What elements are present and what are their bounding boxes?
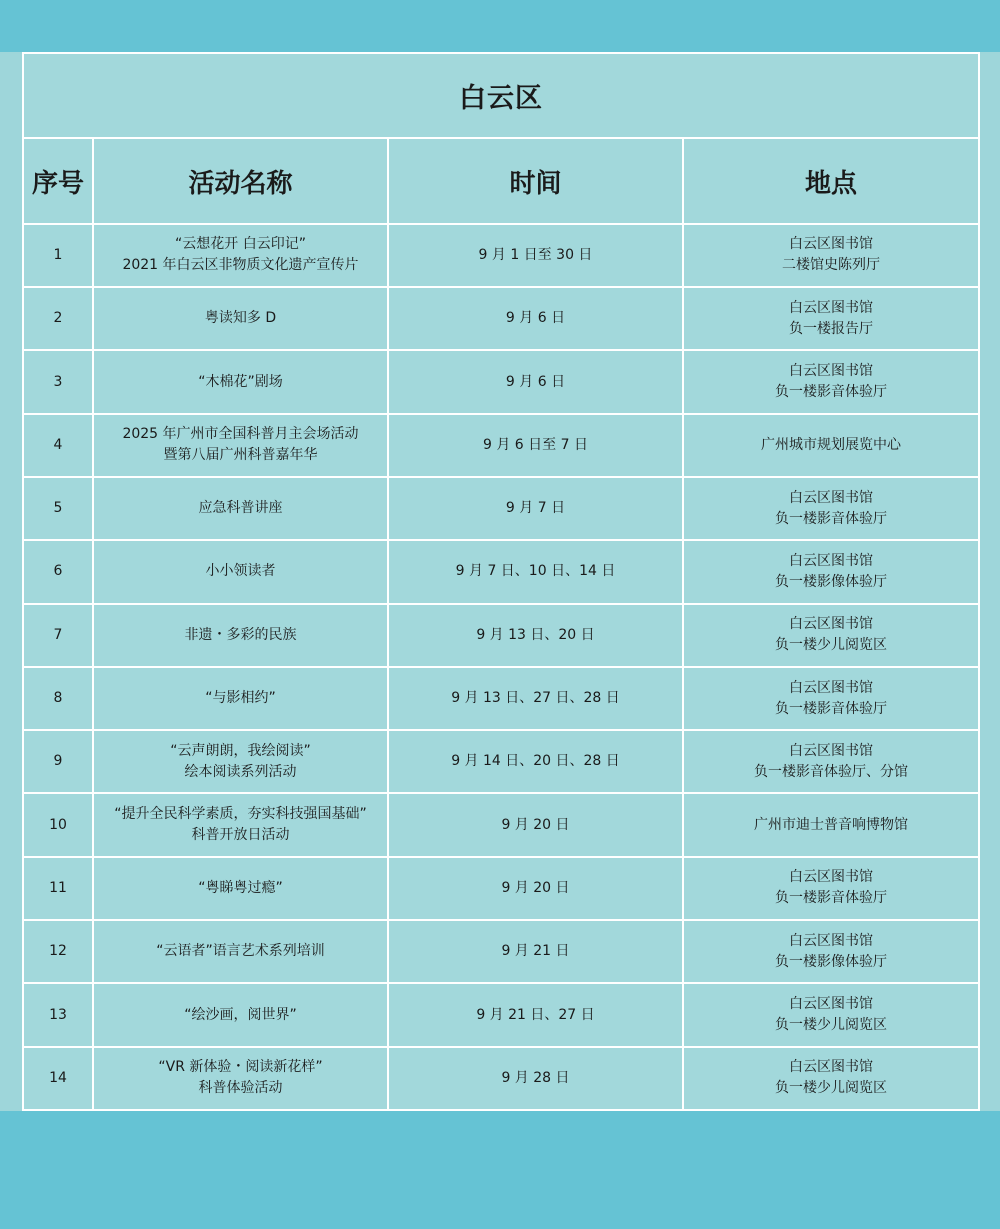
row-number: 9 bbox=[23, 730, 93, 793]
table-row bbox=[23, 730, 979, 793]
activity-name-line: 绘本阅读系列活动 bbox=[184, 763, 297, 780]
time-cell: 9 月 7 日 bbox=[388, 477, 683, 540]
table-row bbox=[23, 793, 979, 856]
left-margin bbox=[0, 52, 22, 1111]
place-line: 白云区图书馆 bbox=[789, 742, 873, 759]
time-cell: 9 月 13 日、20 日 bbox=[388, 604, 683, 667]
activity-name-line: 暨第八届广州科普嘉年华 bbox=[163, 447, 318, 464]
right-margin bbox=[978, 52, 1000, 1111]
activity-name-line: “云想花开 白云印记” bbox=[175, 236, 306, 253]
activity-name-line: 科普体验活动 bbox=[198, 1080, 283, 1097]
place-cell bbox=[683, 793, 979, 856]
activity-name-line: 粤读知多 D bbox=[204, 310, 277, 327]
time-cell: 9 月 1 日至 30 日 bbox=[388, 224, 683, 287]
table-row bbox=[23, 1047, 979, 1110]
activity-name-cell bbox=[93, 730, 388, 793]
activity-name-cell bbox=[93, 477, 388, 540]
row-number: 7 bbox=[23, 604, 93, 667]
place-line: 负一楼影音体验厅 bbox=[775, 890, 887, 907]
activity-name-cell bbox=[93, 224, 388, 287]
table-row bbox=[23, 350, 979, 413]
activity-name-cell bbox=[93, 350, 388, 413]
activity-name-cell bbox=[93, 667, 388, 730]
activity-name-cell bbox=[93, 604, 388, 667]
place-cell bbox=[683, 1047, 979, 1110]
place-cell bbox=[683, 667, 979, 730]
table-row bbox=[23, 983, 979, 1046]
place-line: 白云区图书馆 bbox=[789, 236, 873, 253]
place-line: 白云区图书馆 bbox=[789, 679, 873, 696]
activity-name-line: “与影相约” bbox=[205, 690, 276, 707]
place-cell bbox=[683, 477, 979, 540]
place-line: 白云区图书馆 bbox=[789, 932, 873, 949]
row-number: 5 bbox=[23, 477, 93, 540]
activity-name-cell bbox=[93, 793, 388, 856]
place-line: 负一楼影音体验厅 bbox=[775, 384, 887, 401]
table-row bbox=[23, 224, 979, 287]
time-cell: 9 月 20 日 bbox=[388, 857, 683, 920]
place-line: 负一楼影音体验厅、分馆 bbox=[754, 763, 908, 780]
place-line: 负一楼少儿阅览区 bbox=[775, 1080, 887, 1097]
row-number: 4 bbox=[23, 414, 93, 477]
row-number: 2 bbox=[23, 287, 93, 350]
place-cell bbox=[683, 540, 979, 603]
table-row bbox=[23, 540, 979, 603]
time-cell: 9 月 20 日 bbox=[388, 793, 683, 856]
place-cell bbox=[683, 414, 979, 477]
place-cell bbox=[683, 983, 979, 1046]
table-row bbox=[23, 477, 979, 540]
activity-name-cell bbox=[93, 857, 388, 920]
place-cell bbox=[683, 224, 979, 287]
place-line: 广州城市规划展览中心 bbox=[761, 436, 901, 453]
activity-name-cell bbox=[93, 1047, 388, 1110]
place-line: 白云区图书馆 bbox=[789, 616, 873, 633]
place-line: 白云区图书馆 bbox=[789, 489, 873, 506]
table-row bbox=[23, 667, 979, 730]
table-title: 白云区 bbox=[23, 53, 979, 138]
place-line: 负一楼少儿阅览区 bbox=[775, 1017, 887, 1033]
activity-name-line: 小小领读者 bbox=[205, 563, 276, 580]
activity-name-line: “绘沙画，阅世界” bbox=[184, 1006, 297, 1023]
activity-name-line: “云声朗朗，我绘阅读” bbox=[170, 742, 311, 759]
place-line: 二楼馆史陈列厅 bbox=[782, 257, 880, 274]
place-cell bbox=[683, 350, 979, 413]
activity-name-cell bbox=[93, 920, 388, 983]
activity-name-cell bbox=[93, 287, 388, 350]
time-cell: 9 月 13 日、27 日、28 日 bbox=[388, 667, 683, 730]
title-row bbox=[23, 53, 979, 138]
activity-name-line: “云语者”语言艺术系列培训 bbox=[156, 943, 325, 960]
time-cell: 9 月 14 日、20 日、28 日 bbox=[388, 730, 683, 793]
activity-name-line: 非遗・多彩的民族 bbox=[184, 626, 297, 643]
top-band bbox=[0, 0, 1000, 52]
header-no: 序号 bbox=[23, 138, 93, 223]
place-line: 白云区图书馆 bbox=[789, 869, 873, 886]
place-line: 白云区图书馆 bbox=[789, 363, 873, 380]
bottom-band bbox=[0, 1111, 1000, 1229]
header-row bbox=[23, 138, 979, 223]
table-row bbox=[23, 857, 979, 920]
table-row bbox=[23, 287, 979, 350]
time-cell: 9 月 28 日 bbox=[388, 1047, 683, 1110]
place-line: 广州市迪士普音响博物馆 bbox=[754, 816, 908, 833]
table-row bbox=[23, 920, 979, 983]
activity-name-cell bbox=[93, 540, 388, 603]
activity-name-line: “粤睇粤过瘾” bbox=[198, 879, 283, 896]
time-cell: 9 月 21 日 bbox=[388, 920, 683, 983]
time-cell: 9 月 7 日、10 日、14 日 bbox=[388, 540, 683, 603]
activity-name-line: “木棉花”剧场 bbox=[198, 373, 283, 390]
place-cell bbox=[683, 920, 979, 983]
time-cell: 9 月 21 日、27 日 bbox=[388, 983, 683, 1046]
row-number: 1 bbox=[23, 224, 93, 287]
table-row bbox=[23, 414, 979, 477]
place-cell bbox=[683, 857, 979, 920]
place-line: 白云区图书馆 bbox=[789, 1059, 873, 1076]
place-line: 负一楼影像体验厅 bbox=[775, 573, 887, 590]
place-line: 负一楼影音体验厅 bbox=[775, 510, 887, 527]
row-number: 10 bbox=[23, 793, 93, 856]
activity-name-line: “提升全民科学素质，夯实科技强国基础” bbox=[114, 806, 367, 823]
place-line: 负一楼影像体验厅 bbox=[775, 953, 887, 970]
row-number: 12 bbox=[23, 920, 93, 983]
activity-name-line: “VR 新体验・阅读新花样” bbox=[158, 1059, 323, 1076]
time-cell: 9 月 6 日 bbox=[388, 350, 683, 413]
header-place: 地点 bbox=[683, 138, 979, 223]
activity-name-line: 2021 年白云区非物质文化遗产宣传片 bbox=[122, 257, 359, 274]
row-number: 13 bbox=[23, 983, 93, 1046]
place-line: 负一楼影音体验厅 bbox=[775, 700, 887, 717]
place-line: 白云区图书馆 bbox=[789, 996, 873, 1012]
schedule-table bbox=[22, 52, 980, 1111]
place-line: 白云区图书馆 bbox=[789, 552, 873, 569]
place-cell bbox=[683, 604, 979, 667]
row-number: 8 bbox=[23, 667, 93, 730]
row-number: 6 bbox=[23, 540, 93, 603]
activity-name-line: 应急科普讲座 bbox=[198, 500, 283, 517]
place-line: 白云区图书馆 bbox=[789, 299, 873, 316]
activity-name-line: 2025 年广州市全国科普月主会场活动 bbox=[122, 426, 359, 443]
table-row bbox=[23, 604, 979, 667]
place-line: 负一楼少儿阅览区 bbox=[775, 637, 887, 654]
place-cell bbox=[683, 287, 979, 350]
place-line: 负一楼报告厅 bbox=[789, 320, 873, 337]
header-activity-name: 活动名称 bbox=[93, 138, 388, 223]
header-time: 时间 bbox=[388, 138, 683, 223]
time-cell: 9 月 6 日至 7 日 bbox=[388, 414, 683, 477]
row-number: 11 bbox=[23, 857, 93, 920]
place-cell bbox=[683, 730, 979, 793]
time-cell: 9 月 6 日 bbox=[388, 287, 683, 350]
row-number: 14 bbox=[23, 1047, 93, 1110]
activity-name-line: 科普开放日活动 bbox=[191, 827, 290, 844]
activity-name-cell bbox=[93, 983, 388, 1046]
activity-name-cell bbox=[93, 414, 388, 477]
row-number: 3 bbox=[23, 350, 93, 413]
